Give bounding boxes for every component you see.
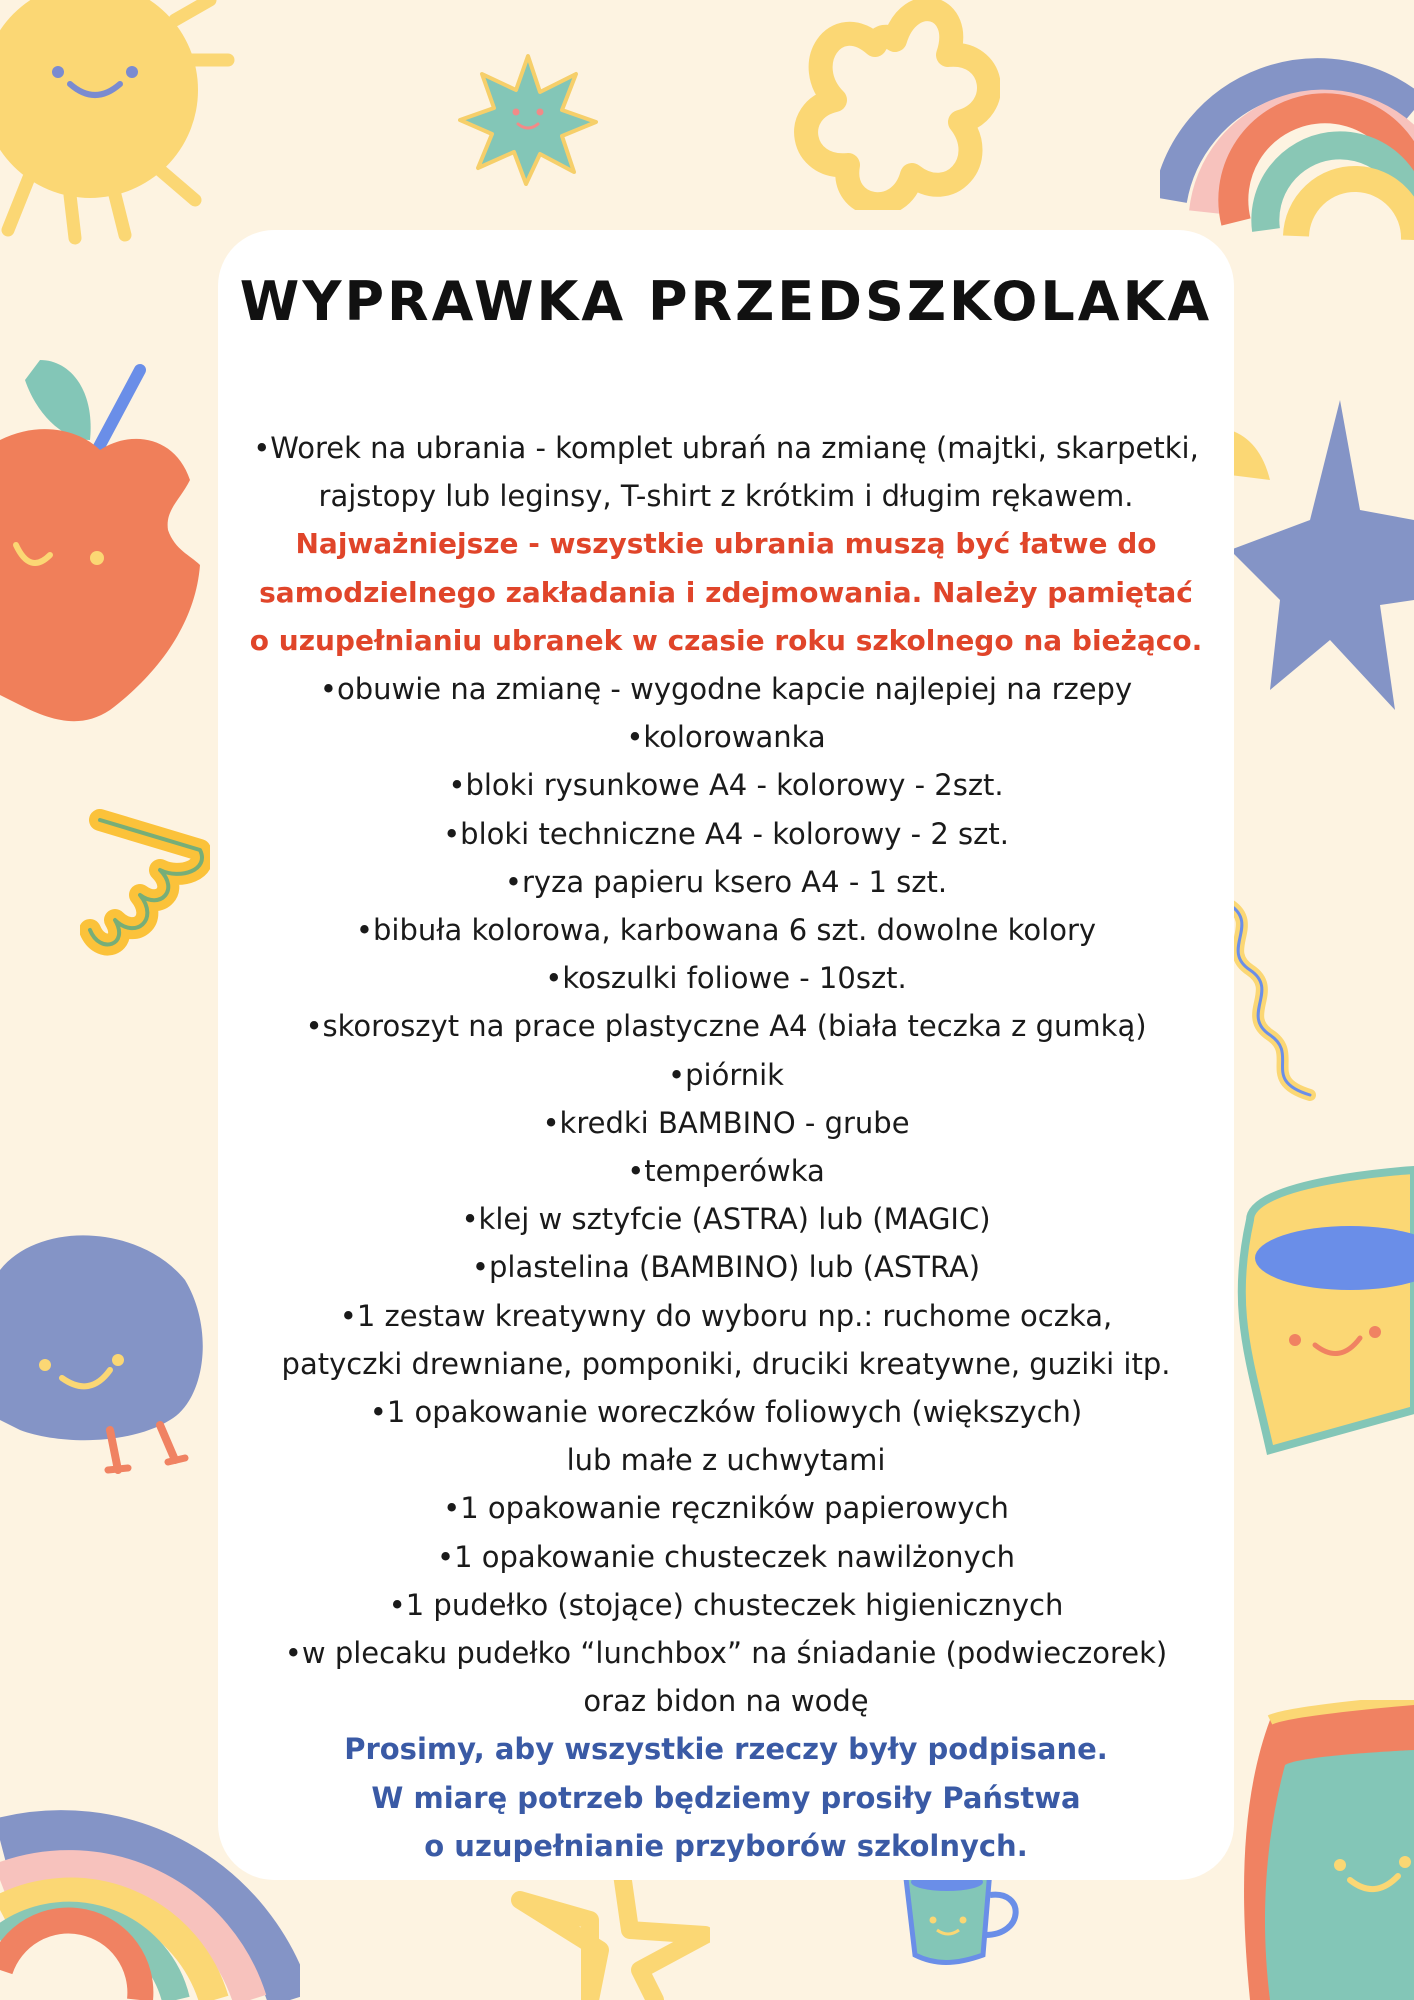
closing-note-line: Prosimy, aby wszystkie rzeczy były podpisane. [344, 1732, 1108, 1767]
sun-icon [0, 0, 240, 250]
list-item: •plastelina (BAMBINO) lub (ASTRA) [471, 1250, 981, 1285]
list-item: •1 zestaw kreatywny do wyboru np.: ruchome oczka, [339, 1298, 1113, 1333]
list-item: •piórnik [668, 1057, 784, 1092]
cup-icon [1230, 1160, 1414, 1460]
important-note-line: Najważniejsze - wszystkie ubrania muszą być łatwe do [295, 527, 1157, 561]
list-item: •1 opakowanie woreczków foliowych (większych) [369, 1395, 1083, 1430]
list-item: •kredki BAMBINO - grube [542, 1105, 910, 1140]
list-item: •ryza papieru ksero A4 - 1 szt. [504, 864, 948, 899]
star-outline-icon [480, 1860, 710, 2000]
apple-icon [0, 350, 200, 730]
list-item: •temperówka [627, 1154, 825, 1189]
tablet-icon [1230, 1700, 1414, 2000]
star-icon [458, 52, 598, 186]
list-item: patyczki drewniane, pomponiki, druciki kreatywne, guziki itp. [281, 1346, 1171, 1381]
big-star-icon [1230, 400, 1414, 720]
list-item: •koszulki foliowe - 10szt. [545, 961, 907, 996]
list-item: •skoroszyt na prace plastyczne A4 (biała teczka z gumką) [305, 1009, 1147, 1044]
list-item: •1 opakowanie ręczników papierowych [443, 1491, 1009, 1526]
squiggle-icon [80, 800, 210, 960]
list-item: •kolorowanka [626, 720, 826, 755]
page-title: WYPRAWKA PRZEDSZKOLAKA [239, 270, 1213, 333]
list-line: rajstopy lub leginsy, T-shirt z krótkim i długim rękawem. [318, 479, 1134, 514]
blob-character-icon [0, 1230, 210, 1490]
list-item: •w plecaku pudełko “lunchbox” na śniadanie (podwieczorek) [284, 1636, 1168, 1671]
closing-note-line: W miarę potrzeb będziemy prosiły Państwa [371, 1780, 1081, 1815]
important-note-line: samodzielnego zakładania i zdejmowania. Należy pamiętać [259, 575, 1193, 609]
rainbow-icon [1160, 50, 1414, 240]
flower-icon [790, 0, 1000, 210]
list-item: •1 pudełko (stojące) chusteczek higienicznych [388, 1587, 1064, 1622]
supply-list [218, 424, 1234, 1870]
list-item: •obuwie na zmianę - wygodne kapcie najlepiej na rzepy [319, 672, 1133, 707]
list-item: •klej w sztyfcie (ASTRA) lub (MAGIC) [461, 1202, 991, 1237]
list-item: •bibuła kolorowa, karbowana 6 szt. dowolne kolory [355, 913, 1097, 948]
list-item: •bloki rysunkowe A4 - kolorowy - 2szt. [448, 768, 1004, 803]
list-item: oraz bidon na wodę [583, 1684, 869, 1719]
list-line: •Worek na ubrania - komplet ubrań na zmianę (majtki, skarpetki, [253, 431, 1199, 465]
important-note-line: o uzupełnianiu ubranek w czasie roku szkolnego na bieżąco. [249, 623, 1203, 657]
list-item: lub małe z uchwytami [566, 1443, 886, 1478]
closing-note-line: o uzupełnianie przyborów szkolnych. [424, 1828, 1028, 1863]
wavy-line-icon [1220, 895, 1340, 1105]
list-item: •bloki techniczne A4 - kolorowy - 2 szt. [443, 816, 1009, 851]
list-item: •1 opakowanie chusteczek nawilżonych [436, 1539, 1016, 1574]
